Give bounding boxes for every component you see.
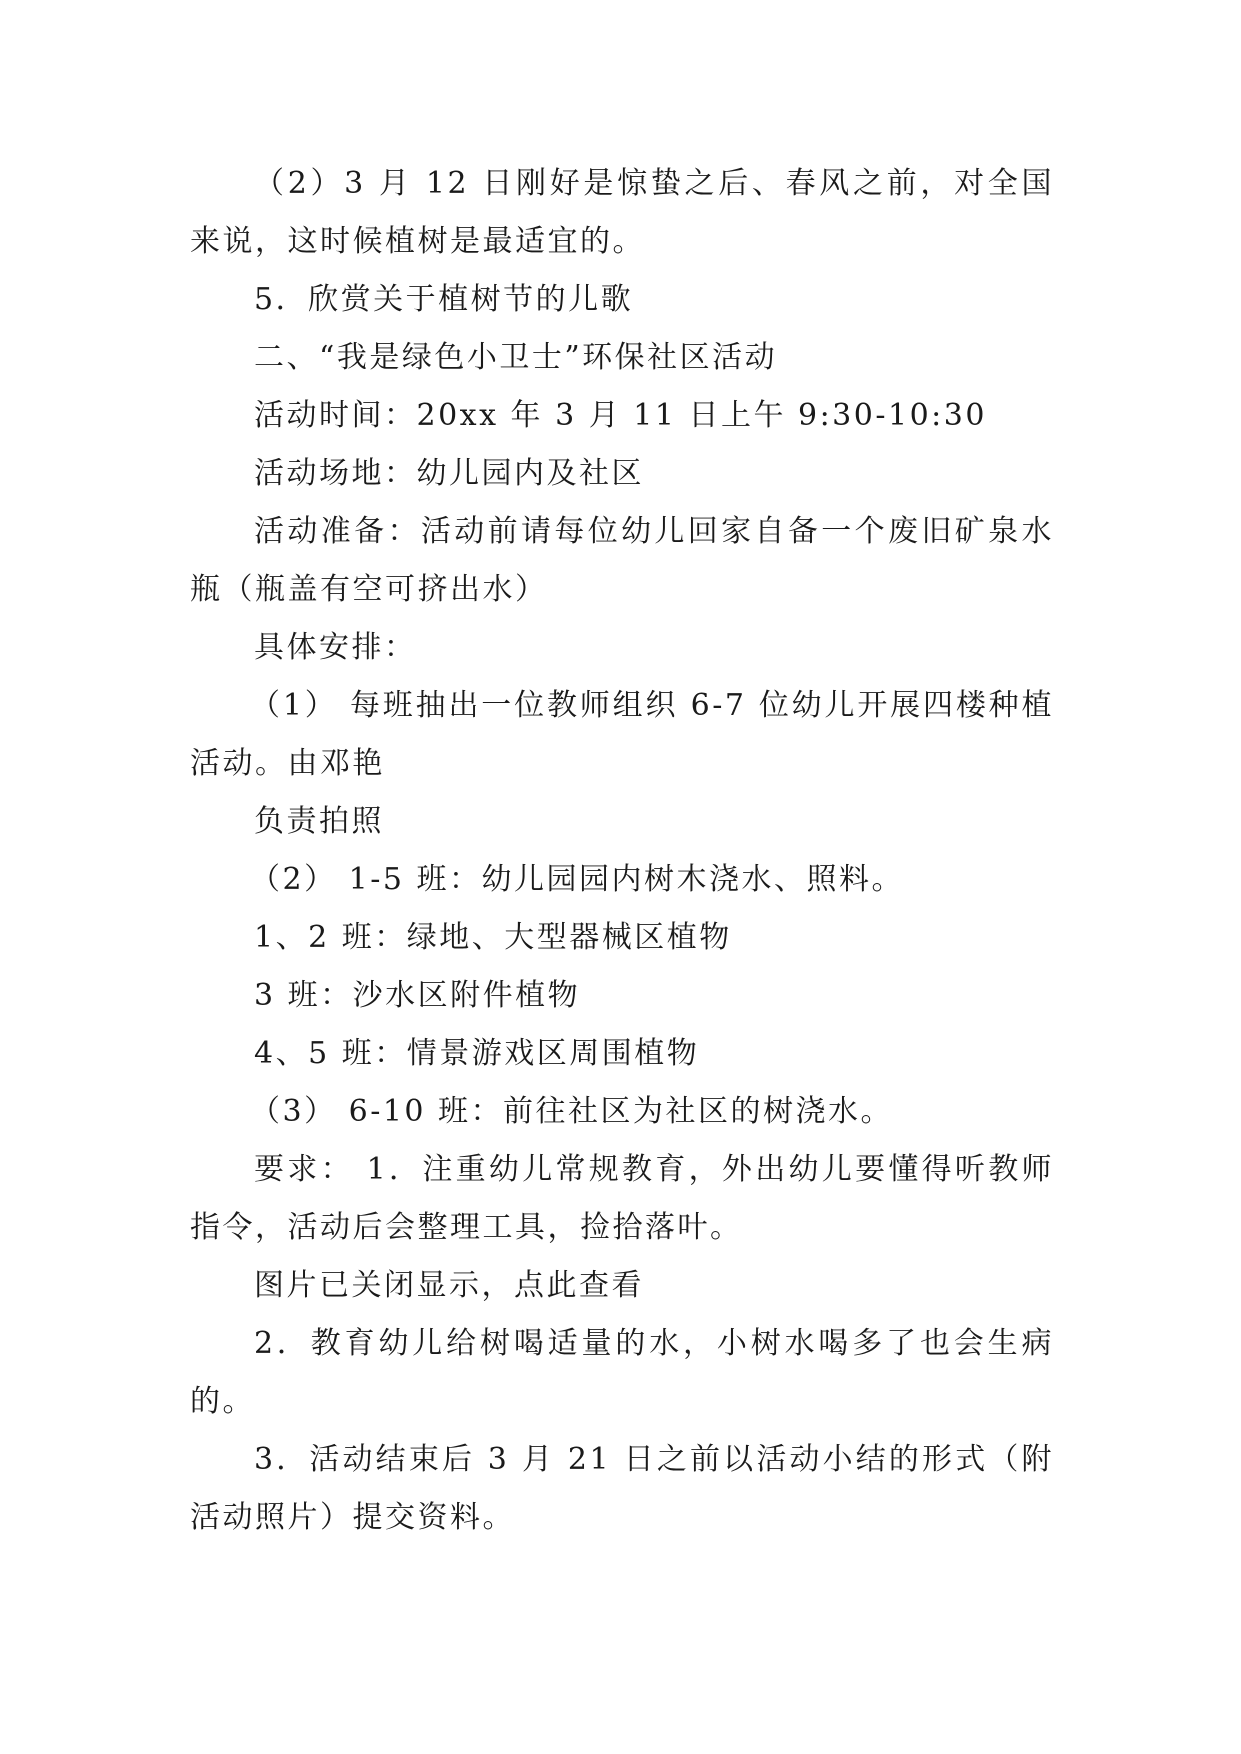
paragraph-arrangement-1: （1） 每班抽出一位教师组织 6-7 位幼儿开展四楼种植活动。由邓艳 (190, 688, 1054, 781)
paragraph-class-1-2: 1、2 班：绿地、大型器械区植物 (254, 920, 732, 955)
paragraph-requirement-2: 2．教育幼儿给树喝适量的水，小树水喝多了也会生病的。 (190, 1326, 1054, 1419)
section-heading-green-guard: 二、“我是绿色小卫士”环保社区活动 (254, 340, 778, 375)
paragraph-arrangement-heading: 具体安排： (254, 630, 417, 665)
paragraph-requirement-1: 要求： 1．注重幼儿常规教育，外出幼儿要懂得听教师指令，活动后会整理工具，捡拾落叶。 (190, 1152, 1054, 1245)
paragraph-photographer: 负责拍照 (254, 804, 384, 839)
paragraph-activity-time: 活动时间：20xx 年 3 月 11 日上午 9:30-10:30 (254, 398, 987, 433)
paragraph-activity-venue: 活动场地：幼儿园内及社区 (254, 456, 644, 491)
paragraph-planting-timing: （2）3 月 12 日刚好是惊蛰之后、春风之前，对全国来说，这时候植树是最适宜的。 (190, 166, 1054, 259)
paragraph-song-appreciation: 5．欣赏关于植树节的儿歌 (254, 282, 634, 317)
paragraph-activity-preparation: 活动准备：活动前请每位幼儿回家自备一个废旧矿泉水瓶（瓶盖有空可挤出水） (190, 514, 1054, 607)
image-hidden-link[interactable]: 图片已关闭显示，点此查看 (254, 1268, 644, 1303)
paragraph-class-4-5: 4、5 班：情景游戏区周围植物 (254, 1036, 700, 1071)
paragraph-arrangement-3: （3） 6-10 班：前往社区为社区的树浇水。 (250, 1094, 894, 1129)
paragraph-class-3: 3 班：沙水区附件植物 (254, 978, 581, 1013)
document-page (190, 155, 1054, 1547)
paragraph-arrangement-2: （2） 1-5 班：幼儿园园内树木浇水、照料。 (250, 862, 904, 897)
paragraph-requirement-3: 3．活动结束后 3 月 21 日之前以活动小结的形式（附活动照片）提交资料。 (190, 1442, 1054, 1535)
